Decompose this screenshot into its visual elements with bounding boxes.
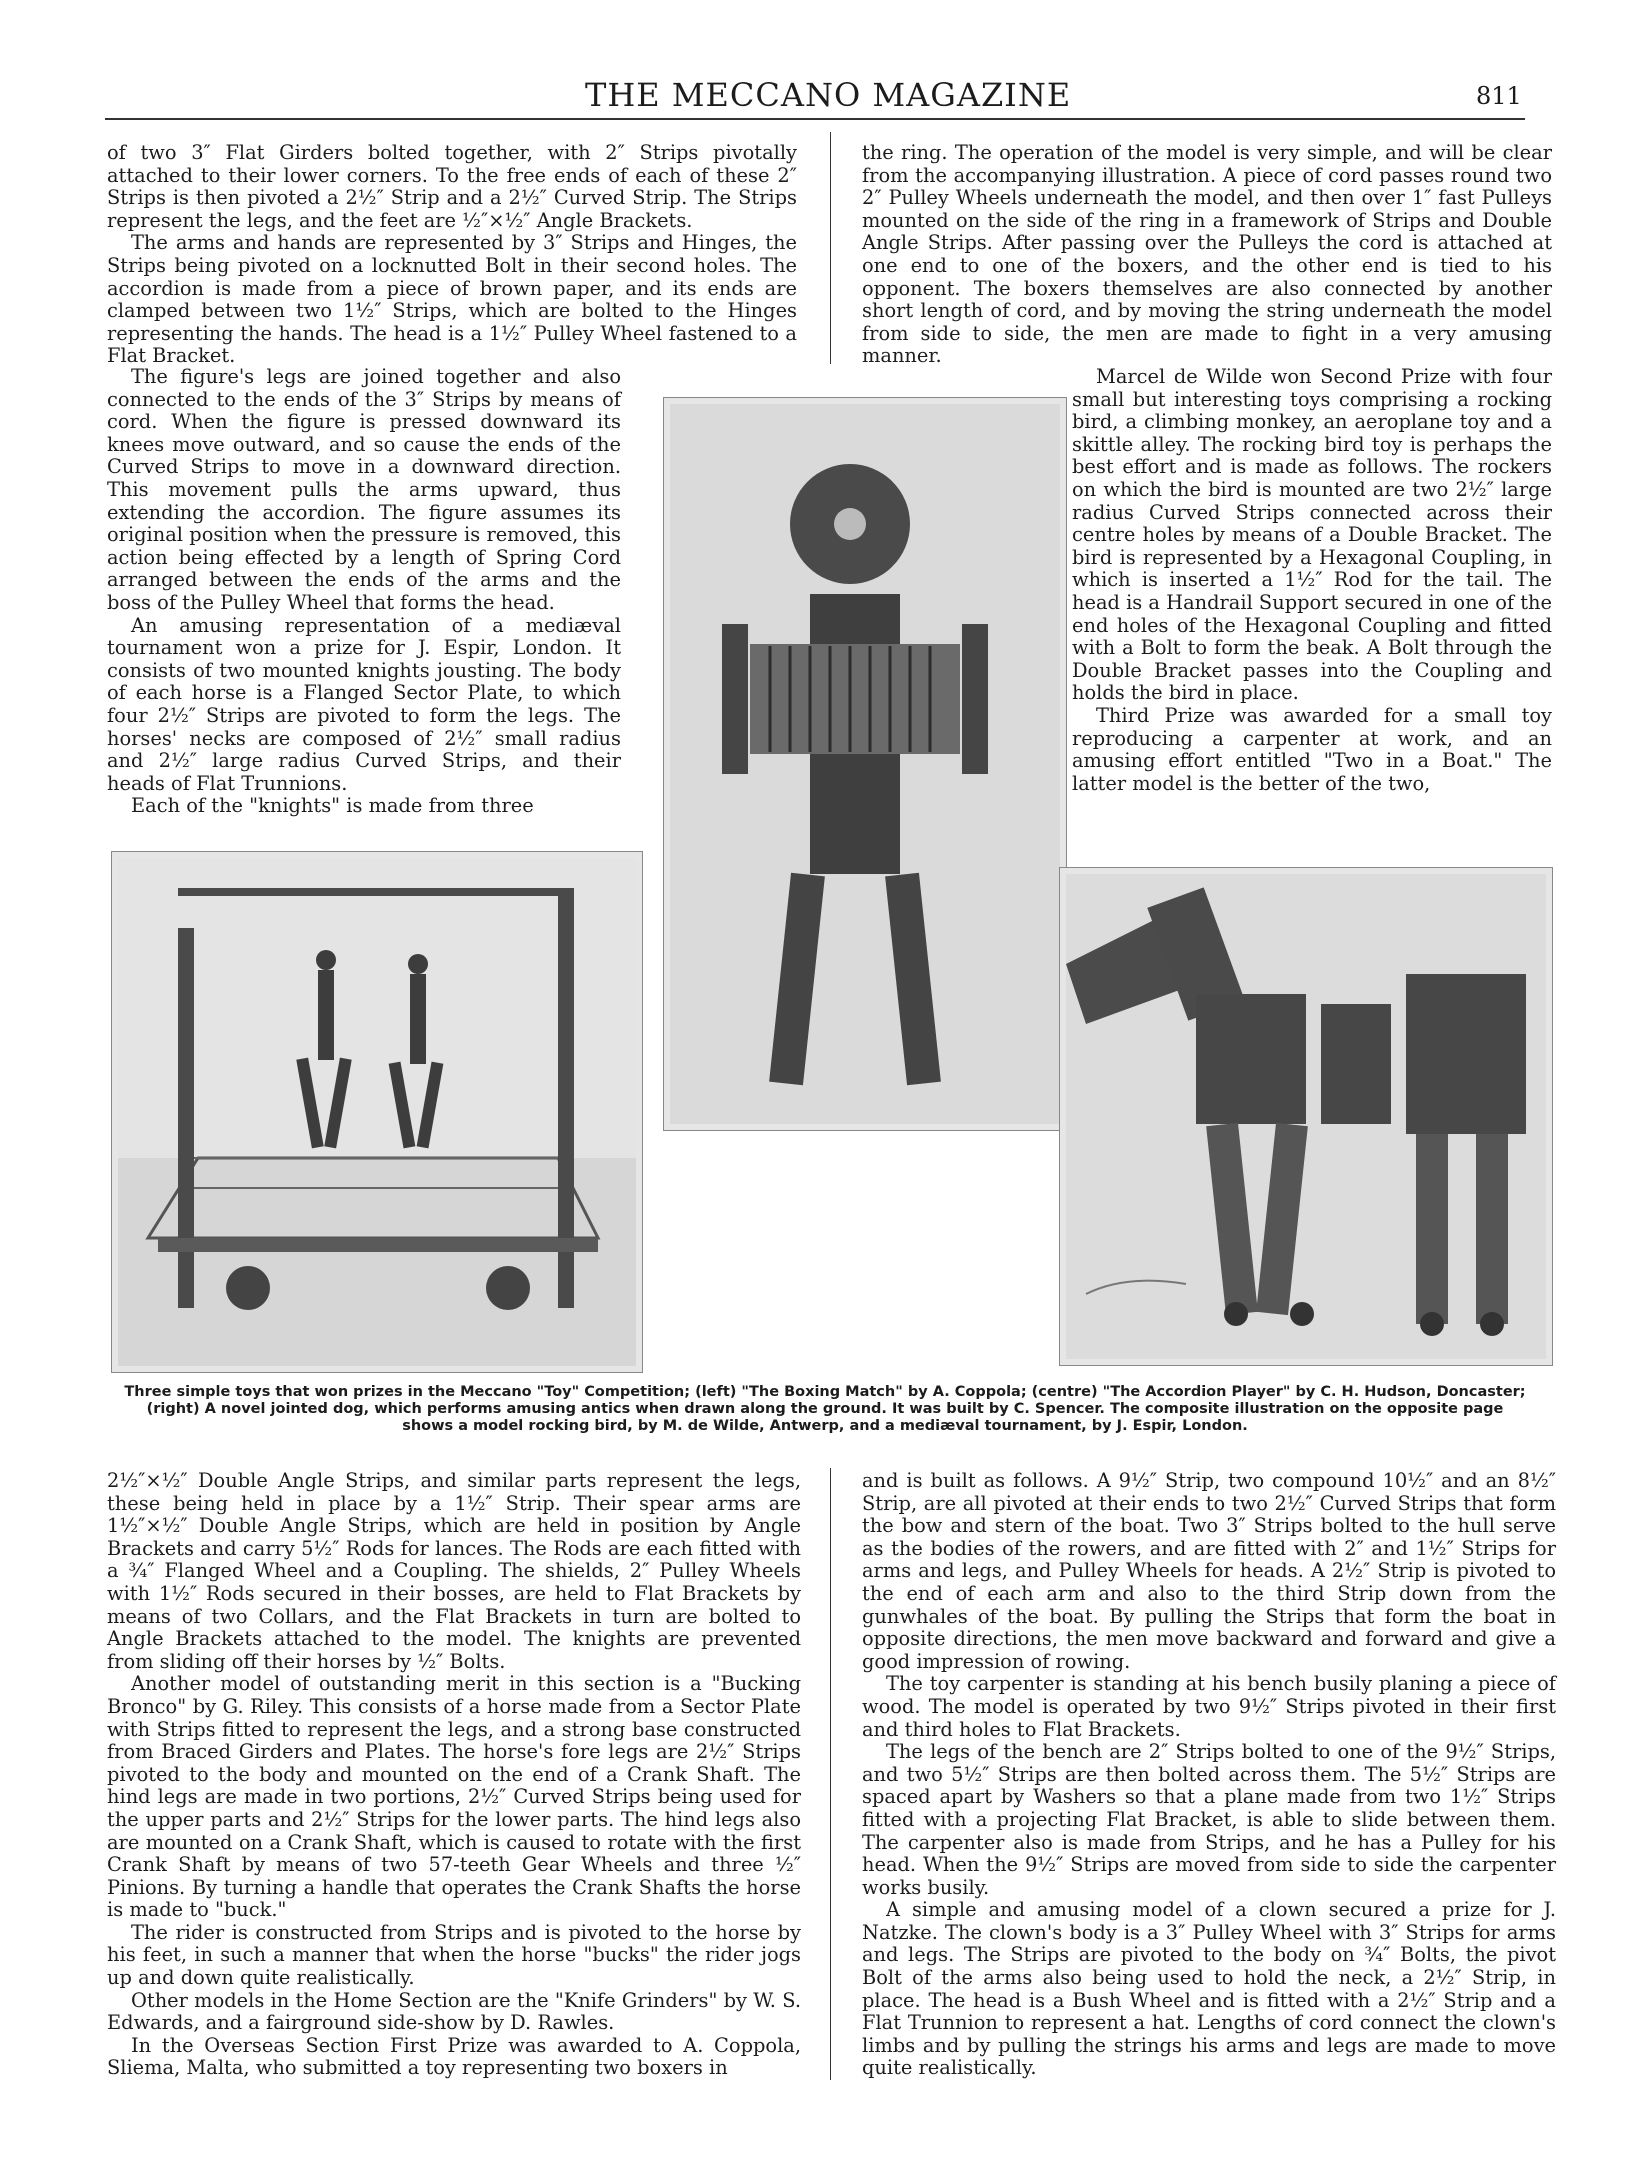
paragraph: Marcel de Wilde won Second Prize with four small but interesting toys comprising a rocking bird, a climbing monkey, an aeroplane toy and a skittle alley. The rocking bird toy is perhaps the best effort and is made as follows. The rockers on which the bird is mounted are two 2½″ large radius Curved Strips connected across their centre holes by means of a Double Bracket. The bird is represented by a Hexagonal Coupling, in which is inserted a 1½″ Rod for the tail. The head is a Handrail Support secured in one of the end holes of the Hexagonal Coupling and fitted with a Bolt to form the beak. A Bolt through the Double Bracket passes into the Coupling and holds the bird in place. [1072,365,1552,705]
paragraph: The figure's legs are joined together and also connected to the ends of the 3″ Strips by means of cord. When the figure is pressed downward its knees move outward, and so cause the ends of the Curved Strips to move in a downward direction. This movement pulls the arms upward, thus extending the accordion. The figure assumes its original position when the pressure is removed, this action being effected by a length of Spring Cord arranged between the ends of the arms and the boss of the Pulley Wheel that forms the head. [107,365,621,614]
paragraph: Another model of outstanding merit in this section is a "Bucking Bronco" by G. Riley. This consists of a horse made from a Sector Plate with Strips fitted to represent the legs, and a strong base constructed from Braced Girders and Plates. The horse's fore legs are 2½″ Strips pivoted to the body and mounted on the end of a Crank Shaft. The hind legs are made in two portions, 2½″ Curved Strips being used for the upper parts and 2½″ Strips for the lower parts. The hind legs also are mounted on a Crank Shaft, which is caused to rotate with the first Crank Shaft by means of two 57-teeth Gear Wheels and three ½″ Pinions. By turning a handle that operates the Crank Shafts the horse is made to "buck." [107,1672,801,1922]
top-left-column [107,142,797,368]
paragraph: The toy carpenter is standing at his bench busily planing a piece of wood. The model is operated by two 9½″ Strips pivoted in their first and third holes to Flat Brackets. [862,1672,1556,1741]
top-right-column-narrow [1072,366,1552,795]
paragraph: Each of the "knights" is made from three [131,794,534,818]
paragraph: of two 3″ Flat Girders bolted together, with 2″ Strips pivotally attached to their lower corners. To the free ends of each of these 2″ Strips is then pivoted a 2½″ Strip and a 2½″ Curved Strip. The Strips represent the legs, and the feet are ½″×½″ Angle Brackets. [107,141,797,232]
photo-caption: Three simple toys that won prizes in the Meccano "Toy" Competition; (left) "The Boxing Match" by A. Coppola; (centre) "The Accordion Player" by C. H. Hudson, Doncaster; (right) A novel jointed dog, which performs amusing antics when drawn along the ground. It was built by C. Spencer. The composite illustration on the opposite page shows a model rocking bird, by M. de Wilde, Antwerp, and a mediæval tournament, by J. Espir, London. [124,1384,1526,1434]
page-number: 811 [1476,82,1522,110]
paragraph: The arms and hands are represented by 3″ Strips and Hinges, the Strips being pivoted on a locknutted Bolt in their second holes. The accordion is made from a piece of brown paper, and its ends are clamped between two 1½″ Strips, which are bolted to the Hinges representing the hands. The head is a 1½″ Pulley Wheel fastened to a Flat Bracket. [107,231,797,368]
paragraph: and is built as follows. A 9½″ Strip, two compound 10½″ and an 8½″ Strip, are all pivoted at their ends to two 2½″ Curved Strips that form the bow and stern of the boat. Two 3″ Strips bolted to the hull serve as the bodies of the rowers, and are fitted with 2″ and 1½″ Strips for arms and legs, and Pulley Wheels for heads. A 2½″ Strip is pivoted to the end of each arm and also to the third Strip down from the gunwhales of the boat. By pulling the Strips that form the boat in opposite directions, the men move backward and forward and give a good impression of rowing. [862,1469,1556,1673]
jointed-dog-photo [1060,868,1552,1365]
paragraph: The rider is constructed from Strips and is pivoted to the horse by his feet, in such a manner that when the horse "bucks" the rider jogs up and down quite realistically. [107,1920,801,1990]
paragraph: A simple and amusing model of a clown secured a prize for J. Natzke. The clown's body is a 3″ Pulley Wheel with 3″ Strips for arms and legs. The Strips are pivoted to the body on ¾″ Bolts, the pivot Bolt of the arms also being used to hold the neck, a 2½″ Strip, in place. The head is a Bush Wheel and is fitted with a 2½″ Strip and a Flat Trunnion to represent a hat. Lengths of cord connect the clown's limbs and by pulling the strings his arms and legs are made to move quite realistically. [862,1898,1556,2080]
paragraph: Third Prize was awarded for a small toy reproducing a carpenter at work, and an amusing effort entitled "Two in a Boat." The latter model is the better of the two, [1072,703,1552,795]
top-left-column-narrow [107,366,621,818]
accordion-player-photo [664,398,1066,1130]
bottom-left-column [107,1470,801,2080]
magazine-title: THE MECCANO MAGAZINE [585,76,1072,114]
top-right-column [862,142,1552,368]
column-divider-top [830,132,831,364]
paragraph: The legs of the bench are 2″ Strips bolted to one of the 9½″ Strips, and two 5½″ Strips are then bolted across them. The 5½″ Strips are spaced apart by Washers so that a plane made from two 1½″ Strips fitted with a projecting Flat Bracket, is able to slide between them. The carpenter also is made from Strips, and he has a Pulley for his head. When the 9½″ Strips are moved from side to side the carpenter works busily. [862,1740,1556,1899]
bottom-right-column [862,1470,1556,2080]
header-rule [105,118,1525,120]
paragraph: the ring. The operation of the model is very simple, and will be clear from the accompanying illustration. A piece of cord passes round two 2″ Pulley Wheels underneath the model, and then over 1″ fast Pulleys mounted on the side of the ring in a framework of Strips and Double Angle Strips. After passing over the Pulleys the cord is attached at one end to one of the boxers, and the other end is tied to his opponent. The boxers themselves are also connected by another short length of cord, and by moving the string underneath the model from side to side, the men are made to fight in a very amusing manner. [862,141,1552,368]
boxing-match-photo [112,852,642,1372]
paragraph: In the Overseas Section First Prize was awarded to A. Coppola, Sliema, Malta, who submitted a toy representing two boxers in [107,2033,801,2080]
column-divider-bottom [830,1468,831,2080]
paragraph: 2½″×½″ Double Angle Strips, and similar parts represent the legs, these being held in place by a 1½″ Strip. Their spear arms are 1½″×½″ Double Angle Strips, which are held in position by Angle Brackets and carry 5½″ Rods for lances. The Rods are each fitted with a ¾″ Flanged Wheel and a Coupling. The shields, 2″ Pulley Wheels with 1½″ Rods secured in their bosses, are held to Flat Brackets by means of two Collars, and the Flat Brackets in turn are bolted to Angle Brackets attached to the model. The knights are prevented from sliding off their horses by ½″ Bolts. [107,1469,801,1673]
paragraph: An amusing representation of a mediæval tournament won a prize for J. Espir, London. It consists of two mounted knights jousting. The body of each horse is a Flanged Sector Plate, to which four 2½″ Strips are pivoted to form the legs. The horses' necks are composed of 2½″ small radius and 2½″ large radius Curved Strips, and their heads of Flat Trunnions. [107,613,621,795]
paragraph: Other models in the Home Section are the "Knife Grinders" by W. S. Edwards, and a fairground side-show by D. Rawles. [107,1988,801,2035]
